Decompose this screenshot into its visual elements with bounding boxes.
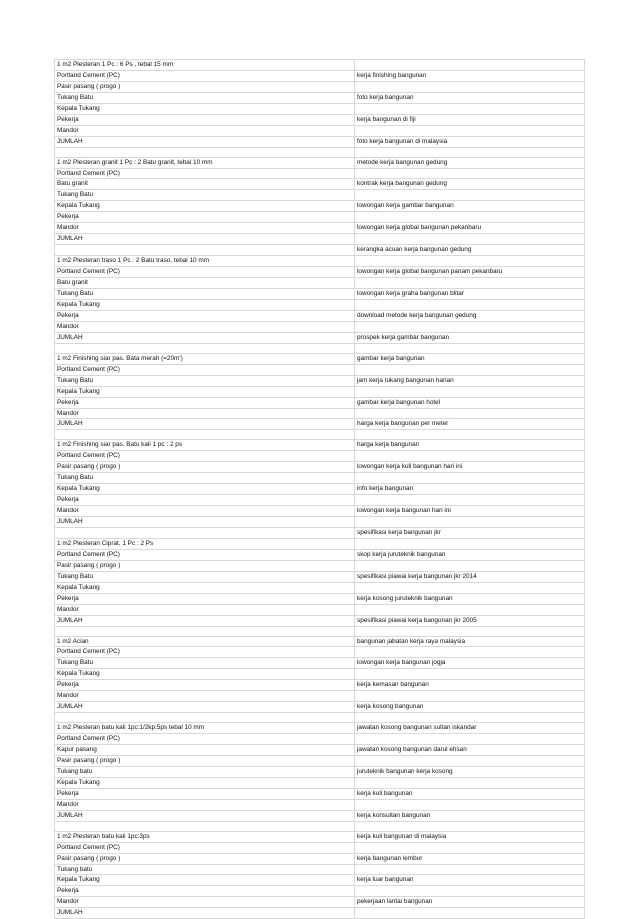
- item-cell: Tukang Batu: [55, 473, 355, 484]
- table-row: [55, 831, 585, 842]
- keyword-cell: kerangka acuan kerja bangunan gedung: [355, 245, 585, 256]
- table-row: [55, 604, 585, 615]
- item-cell: Pasir pasang ( progo ): [55, 462, 355, 473]
- keyword-cell: [355, 691, 585, 702]
- keyword-cell: lowongan kerja global bangunan panam pekanbaru: [355, 267, 585, 278]
- item-cell: Mandor: [55, 897, 355, 908]
- table-row: [55, 495, 585, 506]
- keyword-cell: [355, 364, 585, 375]
- table-row: [55, 853, 585, 864]
- table-row: [55, 658, 585, 669]
- table-row: [55, 636, 585, 647]
- table-row: [55, 647, 585, 658]
- table-row: [55, 560, 585, 571]
- item-cell: [55, 527, 355, 538]
- keyword-cell: harga kerja bangunan per meter: [355, 419, 585, 430]
- table-row: [55, 756, 585, 767]
- item-cell: Tukang Batu: [55, 658, 355, 669]
- item-cell: Pekerja: [55, 212, 355, 223]
- table-row: [55, 310, 585, 321]
- item-cell: Portland Cement (PC): [55, 267, 355, 278]
- table-row: [55, 278, 585, 289]
- keyword-cell: [355, 125, 585, 136]
- table-row: [55, 289, 585, 300]
- table-row: [55, 114, 585, 125]
- item-cell: JUMLAH: [55, 332, 355, 343]
- keyword-cell: gambar kerja bangunan: [355, 353, 585, 364]
- item-cell: Batu granit: [55, 278, 355, 289]
- keyword-cell: [355, 343, 585, 353]
- table-row: [55, 201, 585, 212]
- item-cell: Portland Cement (PC): [55, 647, 355, 658]
- table-row: [55, 734, 585, 745]
- table-row: [55, 702, 585, 713]
- table-row: [55, 60, 585, 71]
- table-row: [55, 168, 585, 179]
- keyword-cell: [355, 517, 585, 528]
- table-row: [55, 451, 585, 462]
- table-row: [55, 473, 585, 484]
- table-row: [55, 593, 585, 604]
- keyword-cell: lowongan kerja bangunan hari ini: [355, 506, 585, 517]
- table-row: [55, 419, 585, 430]
- item-cell: Tukang Batu: [55, 375, 355, 386]
- item-cell: [55, 821, 355, 831]
- item-cell: Mandor: [55, 799, 355, 810]
- item-cell: Pasir pasang ( progo ): [55, 560, 355, 571]
- keyword-cell: [355, 168, 585, 179]
- table-row: [55, 571, 585, 582]
- table-row: [55, 223, 585, 234]
- keyword-cell: [355, 886, 585, 897]
- item-cell: [55, 430, 355, 440]
- table-row: [55, 875, 585, 886]
- table-row: [55, 766, 585, 777]
- item-cell: JUMLAH: [55, 702, 355, 713]
- keyword-cell: [355, 256, 585, 267]
- item-cell: 1 m2 Plesteran batu kali 1pc:3ps: [55, 831, 355, 842]
- keyword-cell: kerja bangunan lembur: [355, 853, 585, 864]
- table-row: [55, 256, 585, 267]
- item-cell: Kepala Tukang: [55, 201, 355, 212]
- keyword-cell: [355, 538, 585, 549]
- table-row: [55, 386, 585, 397]
- item-cell: Portland Cement (PC): [55, 168, 355, 179]
- item-cell: Pekerja: [55, 680, 355, 691]
- keyword-cell: kerja kosong bangunan: [355, 702, 585, 713]
- keyword-cell: [355, 495, 585, 506]
- keyword-cell: kerja kemasan bangunan: [355, 680, 585, 691]
- keyword-cell: [355, 234, 585, 245]
- keyword-cell: [355, 212, 585, 223]
- keyword-cell: [355, 734, 585, 745]
- item-cell: JUMLAH: [55, 517, 355, 528]
- item-cell: 1 m2 Plesteran Ciprat, 1 Pc : 2 Ps: [55, 538, 355, 549]
- item-cell: Kepala Tukang: [55, 875, 355, 886]
- table-row: [55, 190, 585, 201]
- keyword-cell: [355, 451, 585, 462]
- keyword-cell: [355, 103, 585, 114]
- item-cell: Tukang batu: [55, 766, 355, 777]
- item-cell: Kepala Tukang: [55, 484, 355, 495]
- item-cell: [55, 713, 355, 723]
- keyword-cell: [355, 321, 585, 332]
- item-cell: Pasir pasang ( progo ): [55, 81, 355, 92]
- item-cell: [55, 245, 355, 256]
- keyword-cell: [355, 299, 585, 310]
- table-row: [55, 669, 585, 680]
- keyword-cell: skop kerja juruteknik bangunan: [355, 549, 585, 560]
- table-row: [55, 810, 585, 821]
- table-row: [55, 343, 585, 353]
- keyword-cell: [355, 60, 585, 71]
- keyword-cell: [355, 386, 585, 397]
- table-row: [55, 484, 585, 495]
- item-cell: Pekerja: [55, 593, 355, 604]
- table-row: [55, 506, 585, 517]
- item-cell: Pekerja: [55, 397, 355, 408]
- item-cell: Portland Cement (PC): [55, 842, 355, 853]
- item-cell: Portland Cement (PC): [55, 364, 355, 375]
- table-row: [55, 842, 585, 853]
- item-cell: JUMLAH: [55, 615, 355, 626]
- keyword-cell: [355, 864, 585, 875]
- item-cell: Kapur pasang: [55, 745, 355, 756]
- item-cell: 1 m2 Finishing siar pas. Batu kali 1 pc : 2 ps: [55, 440, 355, 451]
- item-cell: Mandor: [55, 125, 355, 136]
- item-cell: JUMLAH: [55, 810, 355, 821]
- item-cell: [55, 147, 355, 157]
- table-row: [55, 353, 585, 364]
- item-cell: Kepala Tukang: [55, 582, 355, 593]
- keyword-cell: [355, 821, 585, 831]
- table-row: [55, 92, 585, 103]
- keyword-cell: gambar kerja bangunan hotel: [355, 397, 585, 408]
- table-row: [55, 332, 585, 343]
- keyword-cell: metode kerja bangunan gedung: [355, 157, 585, 168]
- table-row: [55, 245, 585, 256]
- keyword-cell: [355, 81, 585, 92]
- keyword-cell: kerja kosong juruteknik bangunan: [355, 593, 585, 604]
- table-row: [55, 908, 585, 919]
- item-cell: Portland Cement (PC): [55, 451, 355, 462]
- item-cell: JUMLAH: [55, 419, 355, 430]
- item-cell: JUMLAH: [55, 136, 355, 147]
- item-cell: Mandor: [55, 691, 355, 702]
- table-row: [55, 864, 585, 875]
- keyword-cell: [355, 777, 585, 788]
- table-row: [55, 517, 585, 528]
- keyword-cell: jawatan kosong bangunan darul ehsan: [355, 745, 585, 756]
- table-row: [55, 234, 585, 245]
- item-cell: Pekerja: [55, 788, 355, 799]
- item-cell: 1 m2 Plesteran granit 1 Pc : 2 Batu granit, tebal 10 mm: [55, 157, 355, 168]
- item-cell: Pasir pasang ( progo ): [55, 853, 355, 864]
- keyword-cell: jam kerja tukang bangunan harian: [355, 375, 585, 386]
- table-row: [55, 103, 585, 114]
- item-cell: Mandor: [55, 506, 355, 517]
- item-cell: JUMLAH: [55, 908, 355, 919]
- table-row: [55, 267, 585, 278]
- table-row: [55, 364, 585, 375]
- table-row: [55, 179, 585, 190]
- keyword-cell: spesifikasi piawai kerja bangunan jkr 2014: [355, 571, 585, 582]
- item-cell: Tukang Batu: [55, 190, 355, 201]
- item-cell: Pekerja: [55, 310, 355, 321]
- table-row: [55, 125, 585, 136]
- item-cell: [55, 343, 355, 353]
- keyword-cell: juruteknik bangunan kerja kosong: [355, 766, 585, 777]
- table-row: [55, 136, 585, 147]
- keyword-cell: prospek kerja gambar bangunan: [355, 332, 585, 343]
- table-row: [55, 538, 585, 549]
- table-row: [55, 788, 585, 799]
- table-row: [55, 777, 585, 788]
- item-cell: Pasir pasang ( progo ): [55, 756, 355, 767]
- item-cell: Tukang Batu: [55, 92, 355, 103]
- table-row: [55, 799, 585, 810]
- table-row: [55, 527, 585, 538]
- item-cell: [55, 626, 355, 636]
- table-row: [55, 626, 585, 636]
- keyword-cell: [355, 669, 585, 680]
- keyword-cell: [355, 799, 585, 810]
- item-cell: 1 m2 Plesteran batu kali 1pc:1/2kp:5ps tebal 10 mm: [55, 723, 355, 734]
- item-cell: Kepala Tukang: [55, 103, 355, 114]
- table-row: [55, 440, 585, 451]
- keyword-cell: lowongan kerja gambar bangunan: [355, 201, 585, 212]
- table-row: [55, 430, 585, 440]
- item-cell: Mandor: [55, 604, 355, 615]
- keyword-cell: kerja konsultan bangunan: [355, 810, 585, 821]
- keyword-cell: kontrak kerja bangunan gedung: [355, 179, 585, 190]
- table-row: [55, 723, 585, 734]
- item-cell: Portland Cement (PC): [55, 70, 355, 81]
- keyword-cell: pekerjaan lantai bangunan: [355, 897, 585, 908]
- keyword-cell: kerja kuli bangunan: [355, 788, 585, 799]
- keyword-cell: [355, 430, 585, 440]
- keyword-cell: harga kerja bangunan: [355, 440, 585, 451]
- item-cell: Mandor: [55, 408, 355, 419]
- item-cell: Kepala Tukang: [55, 777, 355, 788]
- table-row: [55, 299, 585, 310]
- keyword-cell: [355, 473, 585, 484]
- item-cell: Kepala Tukang: [55, 299, 355, 310]
- keyword-cell: [355, 908, 585, 919]
- keyword-cell: foto kerja bangunan di malaysia: [355, 136, 585, 147]
- keyword-cell: [355, 756, 585, 767]
- item-cell: Tukang Batu: [55, 571, 355, 582]
- item-cell: Portland Cement (PC): [55, 734, 355, 745]
- table-row: [55, 691, 585, 702]
- item-cell: JUMLAH: [55, 234, 355, 245]
- item-cell: Pekerja: [55, 495, 355, 506]
- keyword-cell: [355, 647, 585, 658]
- table-row: [55, 81, 585, 92]
- keyword-cell: lowongan kerja kuli bangunan hari ini: [355, 462, 585, 473]
- table-row: [55, 821, 585, 831]
- table-row: [55, 212, 585, 223]
- table-row: [55, 549, 585, 560]
- keyword-cell: bangunan jabatan kerja raya malaysia: [355, 636, 585, 647]
- item-cell: Pekerja: [55, 886, 355, 897]
- table-row: [55, 70, 585, 81]
- keyword-cell: [355, 560, 585, 571]
- keyword-cell: kerja luar bangunan: [355, 875, 585, 886]
- item-cell: Kepala Tukang: [55, 386, 355, 397]
- keyword-cell: info kerja bangunan: [355, 484, 585, 495]
- keyword-cell: [355, 604, 585, 615]
- keyword-cell: [355, 190, 585, 201]
- table-row: [55, 886, 585, 897]
- item-cell: 1 m2 Acian: [55, 636, 355, 647]
- table-row: [55, 680, 585, 691]
- item-cell: Portland Cement (PC): [55, 549, 355, 560]
- keyword-cell: lowongan kerja global bangunan pekanbaru: [355, 223, 585, 234]
- keyword-cell: spesifikasi piawai kerja bangunan jkr 2005: [355, 615, 585, 626]
- table-row: [55, 745, 585, 756]
- table-row: [55, 321, 585, 332]
- keyword-cell: jawatan kosong bangunan sultan iskandar: [355, 723, 585, 734]
- item-cell: 1 m2 Plesteran traso 1 Pc : 2 Batu traso, tebal 10 mm: [55, 256, 355, 267]
- item-cell: Mandor: [55, 223, 355, 234]
- keyword-cell: lowongan kerja bangunan jogja: [355, 658, 585, 669]
- table-row: [55, 713, 585, 723]
- table-row: [55, 375, 585, 386]
- item-cell: Mandor: [55, 321, 355, 332]
- keyword-cell: kerja kuli bangunan di malaysia: [355, 831, 585, 842]
- keyword-cell: kerja bangunan di fiji: [355, 114, 585, 125]
- table-row: [55, 462, 585, 473]
- keyword-cell: [355, 582, 585, 593]
- keyword-cell: [355, 147, 585, 157]
- table-row: [55, 157, 585, 168]
- item-cell: Pekerja: [55, 114, 355, 125]
- item-cell: Batu granit: [55, 179, 355, 190]
- item-cell: Tukang Batu: [55, 289, 355, 300]
- table-row: [55, 147, 585, 157]
- table-row: [55, 408, 585, 419]
- item-cell: Kepala Tukang: [55, 669, 355, 680]
- keyword-cell: kerja finishing bangunan: [355, 70, 585, 81]
- table-row: [55, 897, 585, 908]
- keyword-cell: spesifikasi kerja bangunan jkr: [355, 527, 585, 538]
- keyword-cell: [355, 626, 585, 636]
- item-cell: 1 m2 Finishing siar pas. Bata merah (=20m'): [55, 353, 355, 364]
- table-body: [55, 60, 585, 919]
- keyword-cell: [355, 842, 585, 853]
- item-cell: Tukang batu: [55, 864, 355, 875]
- item-cell: 1 m2 Plesteran 1 Pc : 6 Ps , tebal 15 mm: [55, 60, 355, 71]
- table-row: [55, 615, 585, 626]
- spreadsheet-table: [54, 59, 585, 919]
- table-row: [55, 582, 585, 593]
- keyword-cell: lowongan kerja graha bangunan blitar: [355, 289, 585, 300]
- keyword-cell: foto kerja bangunan: [355, 92, 585, 103]
- keyword-cell: download metode kerja bangunan gedung: [355, 310, 585, 321]
- keyword-cell: [355, 278, 585, 289]
- keyword-cell: [355, 713, 585, 723]
- keyword-cell: [355, 408, 585, 419]
- table-row: [55, 397, 585, 408]
